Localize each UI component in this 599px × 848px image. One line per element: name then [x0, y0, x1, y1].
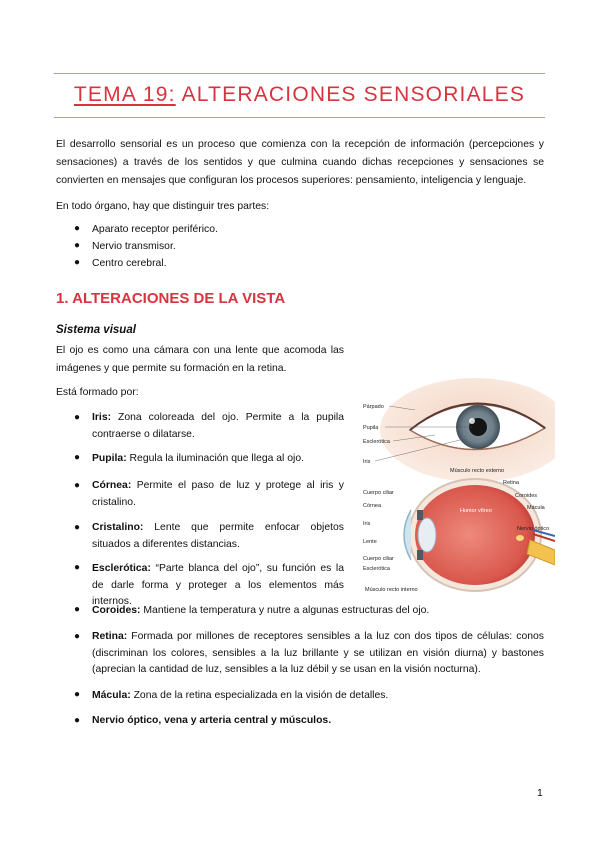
- label-parpado: Párpado: [363, 404, 384, 410]
- list-item: Esclerótica: “Parte blanca del ojo”, su función es la de darle forma y proteger a los elementos más internos.: [92, 563, 344, 607]
- bullet-icon: ●: [74, 522, 81, 533]
- top-rule: [54, 73, 545, 74]
- list-item: Pupila: Regula la iluminación que llega al ojo.: [92, 453, 304, 464]
- list-item: Mácula: Zona de la retina especializada en la visión de detalles.: [92, 690, 389, 701]
- external-eye: [380, 378, 555, 482]
- title-text: ALTERACIONES SENSORIALES: [181, 83, 526, 106]
- label-cuerpo-ciliar-2: Cuerpo ciliar: [363, 556, 394, 562]
- bullet-icon: ●: [74, 257, 81, 268]
- label-coroides: Coroides: [515, 493, 538, 499]
- label-iris-top: Iris: [363, 459, 371, 465]
- bullet-icon: ●: [74, 689, 81, 700]
- list-item: Nervio óptico, vena y arteria central y músculos.: [92, 715, 332, 726]
- label-cuerpo-ciliar-1: Cuerpo ciliar: [363, 490, 394, 496]
- bullet-icon: ●: [74, 223, 81, 234]
- label-macula: Mácula: [527, 505, 545, 511]
- title-bottom-rule: [54, 117, 545, 118]
- list-item: Retina: Formada por millones de receptores sensibles a la luz con dos tipos de células: conos (discriminan los colores, sensibles a la luz brillante y se utilizan en visión diurna) y bastones (aprecian la cantidad de luz, sensibles a la luz débil y se usan en la visión nocturna).: [92, 631, 544, 675]
- bullet-icon: ●: [74, 412, 81, 423]
- label-humor-vitreo: Humor vítreo: [460, 508, 492, 514]
- label-esclerotica-top: Esclerótica: [363, 439, 390, 445]
- formed-by: Está formado por:: [56, 387, 139, 398]
- page-title: [54, 83, 545, 107]
- title-number: TEMA 19:: [73, 83, 176, 106]
- list-item: Cristalino: Lente que permite enfocar objetos situados a diferentes distancias.: [92, 522, 344, 550]
- section-heading: 1. ALTERACIONES DE LA VISTA: [56, 290, 286, 307]
- bullet-icon: ●: [74, 715, 81, 726]
- list-item: Córnea: Permite el paso de luz y protege al iris y cristalino.: [92, 480, 344, 508]
- list-item: Centro cerebral.: [92, 258, 167, 269]
- label-retina: Retina: [503, 480, 519, 486]
- list-item: Coroides: Mantiene la temperatura y nutre a algunas estructuras del ojo.: [92, 605, 430, 616]
- label-lente: Lente: [363, 539, 377, 545]
- bullet-icon: ●: [74, 240, 81, 251]
- parts-intro: En todo órgano, hay que distinguir tres partes:: [56, 201, 270, 212]
- bullet-icon: ●: [74, 562, 81, 573]
- label-esclerotica-bottom: Esclerótica: [363, 566, 390, 572]
- visual-intro: El ojo es como una cámara con una lente que acomoda las imágenes y que permite su formación en la retina.: [56, 345, 344, 374]
- subsection-heading: Sistema visual: [56, 324, 136, 336]
- list-item: Iris: Zona coloreada del ojo. Permite a la pupila contraerse o dilatarse.: [92, 412, 344, 440]
- intro-paragraph: El desarrollo sensorial es un proceso que comienza con la recepción de información (percepciones y sensaciones) a través de los sentidos y que culmina cuando dichas recepciones y sensaciones se convierten en mensajes que configuran los procesos superiores: pensamiento, inteligencia y lenguaje.: [56, 139, 544, 186]
- label-musculo-externo: Músculo recto externo: [450, 468, 505, 474]
- bullet-icon: ●: [74, 452, 81, 463]
- label-nervio-optico: Nervio óptico: [517, 526, 550, 532]
- list-item: Aparato receptor periférico.: [92, 224, 218, 235]
- bullet-icon: ●: [74, 604, 81, 615]
- label-iris-bottom: Iris: [363, 521, 371, 527]
- page-number: 1: [537, 787, 543, 799]
- list-item: Nervio transmisor.: [92, 241, 176, 252]
- bullet-icon: ●: [74, 480, 81, 491]
- label-musculo-interno: Músculo recto interno: [365, 587, 418, 593]
- label-pupila: Pupila: [363, 425, 379, 431]
- eye-illustration: [355, 370, 555, 600]
- bullet-icon: ●: [74, 631, 81, 642]
- label-cornea: Córnea: [363, 503, 382, 509]
